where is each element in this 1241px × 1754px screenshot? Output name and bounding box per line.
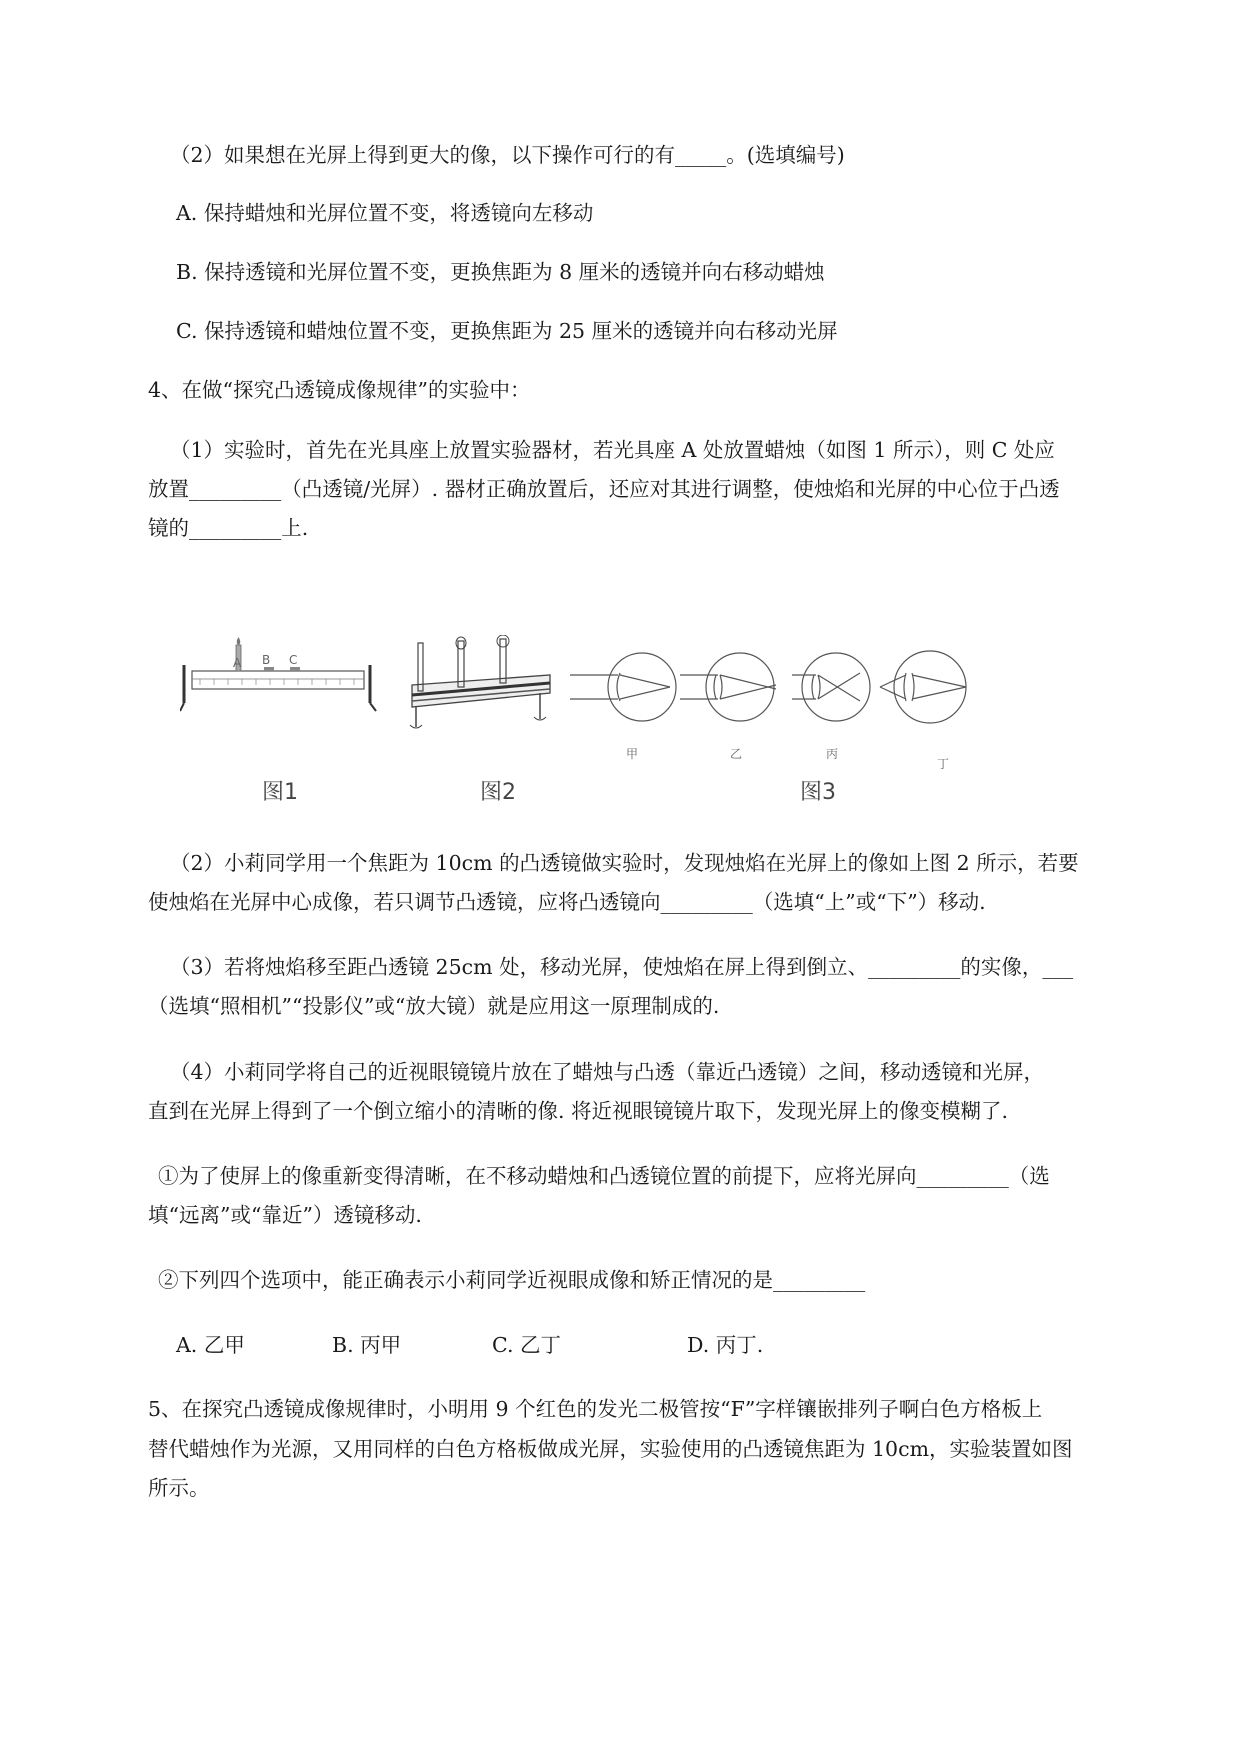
eye-ding	[880, 651, 966, 723]
q4-title: 4、在做“探究凸透镜成像规律”的实验中：	[148, 378, 531, 402]
q4-part1-line2: 放置_________（凸透镜/光屏）. 器材正确放置后，还应对其进行调整，使烛焰和光屏的中心位于凸透	[148, 477, 1060, 501]
figure-3-eye-diagrams	[570, 645, 990, 745]
q4-option-b: B. 丙甲	[332, 1333, 402, 1357]
q4-part2-line2: 使烛焰在光屏中心成像，若只调节凸透镜，应将凸透镜向_________（选填“上”或“下”）移动.	[148, 890, 986, 914]
q4-part3-line1: （3）若将烛焰移至距凸透镜 25cm 处，移动光屏，使烛焰在屏上得到倒立、_________的实像，___	[170, 955, 1074, 979]
q4-part4-sub1-line2: 填“远离”或“靠近”）透镜移动.	[148, 1203, 422, 1227]
q5-line1: 5、在探究凸透镜成像规律时，小明用 9 个红色的发光二极管按“F”字样镶嵌排列子啊白色方格板上	[148, 1397, 1043, 1421]
figure-2-bench-perspective	[400, 635, 560, 745]
q4-part4-sub2: ②下列四个选项中，能正确表示小莉同学近视眼成像和矫正情况的是_________	[158, 1268, 866, 1292]
eye-yi	[680, 653, 776, 721]
q4-part4-sub1-line1: ①为了使屏上的像重新变得清晰，在不移动蜡烛和凸透镜位置的前提下，应将光屏向_________（选	[158, 1164, 1050, 1188]
q4-part2-line1: （2）小莉同学用一个焦距为 10cm 的凸透镜做实验时，发现烛焰在光屏上的像如上图 2 所示，若要	[170, 851, 1079, 875]
eye-jia	[570, 653, 676, 721]
q4-part4-line2: 直到在光屏上得到了一个倒立缩小的清晰的像. 将近视眼镜镜片取下，发现光屏上的像变模糊了.	[148, 1099, 1009, 1123]
fig1-mark-b: B	[262, 653, 271, 667]
figure-1-label: 图1	[262, 780, 298, 805]
q3-option-c: C. 保持透镜和蜡烛位置不变，更换焦距为 25 厘米的透镜并向右移动光屏	[176, 319, 838, 343]
figure-2-label: 图2	[480, 780, 516, 805]
q4-option-d: D. 丙丁.	[687, 1333, 764, 1357]
figure-3-label: 图3	[800, 780, 836, 805]
q4-part3-line2: （选填“照相机”“投影仪”或“放大镜）就是应用这一原理制成的.	[148, 994, 720, 1018]
fig3-sub-jia: 甲	[626, 747, 639, 761]
fig3-sub-yi: 乙	[730, 747, 743, 761]
q3-option-b: B. 保持透镜和光屏位置不变，更换焦距为 8 厘米的透镜并向右移动蜡烛	[176, 260, 825, 284]
figure-1-optical-bench	[180, 635, 380, 755]
fig3-sub-ding: 丁	[937, 757, 950, 771]
q4-options-row	[176, 1332, 763, 1358]
q5-line3: 所示。	[148, 1476, 210, 1500]
q4-option-c: C. 乙丁	[492, 1333, 561, 1357]
q3-part2-text: （2）如果想在光屏上得到更大的像，以下操作可行的有_____。(选填编号)	[170, 143, 845, 167]
q4-option-a: A. 乙甲	[176, 1333, 245, 1357]
fig1-mark-c: C	[289, 653, 298, 667]
q4-part1-line1: （1）实验时，首先在光具座上放置实验器材，若光具座 A 处放置蜡烛（如图 1 所示），则 C 处应	[170, 438, 1055, 462]
fig3-sub-bing: 丙	[826, 747, 839, 761]
eye-bing	[792, 653, 870, 721]
q3-option-a: A. 保持蜡烛和光屏位置不变，将透镜向左移动	[176, 201, 594, 225]
q5-line2: 替代蜡烛作为光源，又用同样的白色方格板做成光屏，实验使用的凸透镜焦距为 10cm，实验装置如图	[148, 1437, 1073, 1461]
q4-part4-line1: （4）小莉同学将自己的近视眼镜镜片放在了蜡烛与凸透（靠近凸透镜）之间，移动透镜和光屏，	[170, 1060, 1045, 1084]
q4-part1-line3: 镜的_________上.	[148, 516, 309, 540]
fig1-mark-a: A	[233, 656, 242, 670]
